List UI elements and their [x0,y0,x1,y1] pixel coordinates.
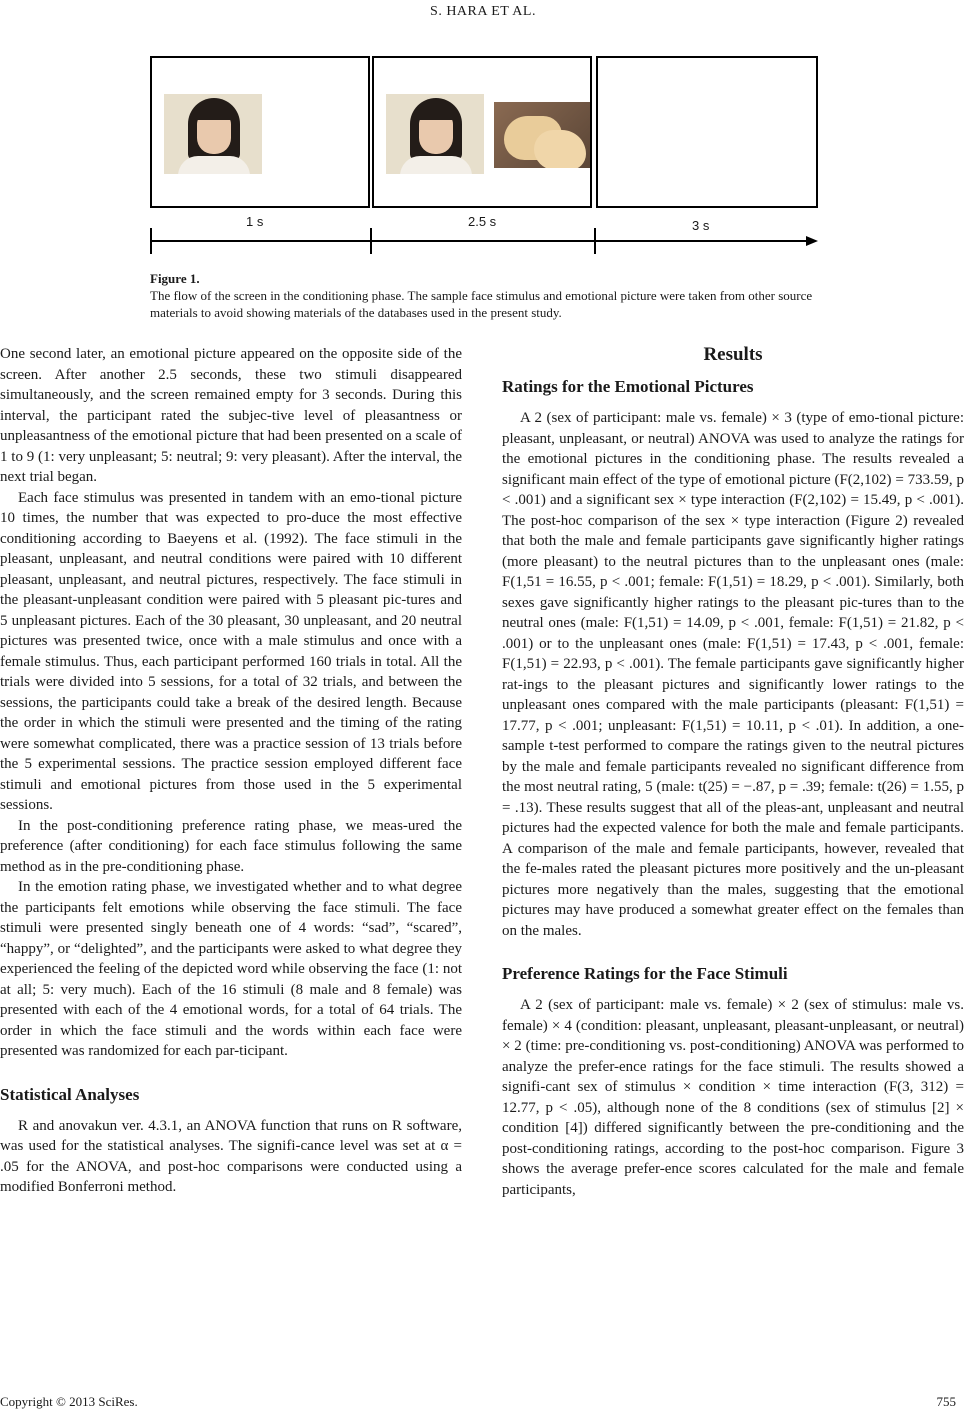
timeline-tick [594,228,596,254]
paragraph: A 2 (sex of participant: male vs. female) × 2 (sex of stimulus: male vs. female) × 4 (condition: pleasant, unpleasant, pleasant-unpleasant, or neutral) × 2 (time: pre-conditioning vs. post-conditioning) ANOVA was performed to analyze the prefer-ence ratings for the face stimuli. The results showed a signifi-cant sex of stimulus × condition × time interaction (F(3, 312) = 12.77, p < .05), although none of the 8 conditions (sex of stimulus [2] × condition [4]) differed significantly between the pre-conditioning and the post-conditioning ratings, according to the post-hoc comparison. Figure 3 shows the average prefer-ence scores calculated for the male and female participants, [502,997,964,1198]
timeline-tick [370,228,372,254]
paragraph: In the emotion rating phase, we investigated whether and to what degree the participants felt emotions while observing the face stimuli. The face stimuli were presented singly beneath one of 4 words: “sad”, “scared”, “happy”, or “delighted”, and the participants were asked to what degree they experienced the feeling of the depicted word while observing the face (1: not at all; 5: very much). Each of the 16 stimuli (8 male and 8 female) was presented with each of the 4 emotional words, for a total of 64 trials. The order in which the face stimuli and the words within each face were presented was randomized for each par-ticipant. [0,879,462,1059]
page-number: 755 [936,1394,956,1409]
section-heading-statistical-analyses: Statistical Analyses [0,1084,140,1104]
timeline-axis [150,240,810,242]
timeline-label-2: 2.5 s [468,214,497,229]
figure-1 [150,56,820,256]
figure-caption [150,270,830,321]
timeline-arrowhead [806,236,818,246]
timeline-tick [150,228,152,254]
timeline-label-3: 3 s [692,218,710,233]
subsection-heading-ratings: Ratings for the Emotional Pictures [502,377,754,396]
emotional-picture-image [494,102,590,168]
screen-panel-empty [596,56,818,208]
screen-panel-face-and-picture [372,56,592,208]
paragraph: In the post-conditioning preference rating phase, we meas-ured the preference (after conditioning) for each face stimulus following the same method as in the pre-conditioning phase. [0,817,462,875]
figure-caption-text: The flow of the screen in the conditioning phase. The sample face stimulus and emotional picture were taken from other source materials to avoid showing materials of the databases used in the present study. [150,288,813,320]
face-stimulus-image [386,94,484,174]
timeline-label-1: 1 s [246,214,264,229]
left-column [0,344,462,1198]
running-head: S. HARA ET AL. [430,4,536,19]
subsection-heading-preference: Preference Ratings for the Face Stimuli [502,964,788,983]
paragraph: One second later, an emotional picture appeared on the opposite side of the screen. After another 2.5 seconds, these two stimuli disappeared simultaneously, and the screen remained empty for 3 seconds. During this interval, the participant rated the subjec-tive level of pleasantness or unpleasantness of the emotional picture that had been presented on a scale of 1 to 9 (1: very unpleasant; 5: neutral; 9: very pleasant). After the interval, the next trial began. [0,346,462,485]
right-column [502,344,964,1200]
paragraph: A 2 (sex of participant: male vs. female) × 3 (type of emo-tional picture: pleasant, unpleasant, or neutral) ANOVA was used to analyze the ratings for the emotional pictures in the conditioning phase. The results revealed a significant main effect of the type of emotional picture (F(2,102) = 733.59, p < .001) and a significant sex × type interaction (F(2,102) = 15.49, p < .001). The post-hoc comparison of the sex × type interaction (Figure 2) revealed that both the male and female participants gave significantly higher ratings (more pleasant) to the neutral pictures than to the unpleasant ones (male: F(1,51 = 16.55, p < .001; female: F(1,51) = 18.29, p < .001). Similarly, both sexes gave significantly higher ratings to the pleasant pic-tures than to the neutral ones (male: F(1,51) = 14.09, p < .001, female: F(1,51) = 21.82, p < .001) or to the unpleasant ones (male: F(1,51) = 17.43, p < .001, female: F(1,51) = 22.93, p < .001). The female participants gave significantly higher rat-ings to the pleasant pictures and significantly lower ratings to the unpleasant ones compared with the male participants (pleasant: F(1,51) = 17.77, p < .001; unpleasant: F(1,51) = 10.11, p < .01). In addition, a one-sample t-test performed to compare the ratings given to the neutral pictures by the male and female participants revealed no significant difference from the most neutral rating, 5 (male: t(25) = −.87, p = .39; female: t(26) = 1.55, p = .13). These results suggest that all of the pleas-ant, unpleasant and neutral pictures had the expected valence for both the male and female participants. A comparison of the male and female participants, however, revealed that the fe-males rated the pleasant pictures more positively and the un-pleasant pictures more negatively than the males, suggesting that the emotional pictures may have produced a somewhat greater effect on the females than on the males. [502,410,964,939]
paragraph: Each face stimulus was presented in tandem with an emo-tional picture 10 times, the number that was expected to pro-duce the most effective conditioning according to Baeyens et al. (1992). The face stimuli in the pleasant, unpleasant, and neutral conditions were paired with 10 different pleasant, unpleasant, and neutral pictures, respectively. The face stimuli in the pleasant-unpleasant condition were paired with 5 pleasant pic-tures and 5 unpleasant pictures. Each of the 30 pleasant, 30 unpleasant, and 20 neutral pictures was presented twice, once with a male stimulus and once with a female stimulus. Thus, each participant performed 160 trials in total. All the trials were divided into 5 sessions, for a total of 32 trials, and between the sessions, the participants could take a break of the desired length. Because the order in which the stimuli were presented and the timing of the rating were somewhat complicated, there was a practice session of 13 trials before the 5 experimental sessions. The practice session employed different face stimuli and emotional pictures from those used in the 5 experimental sessions. [0,489,462,813]
section-heading-results: Results [703,344,763,365]
screen-panel-face [150,56,370,208]
figure-caption-label: Figure 1. [150,271,200,286]
copyright-notice: Copyright © 2013 SciRes. [0,1394,138,1409]
paragraph: R and anovakun ver. 4.3.1, an ANOVA function that runs on R software, was used for the statistical analyses. The signifi-cance level was set at α = .05 for the ANOVA, and post-hoc comparisons were conducted using a modified Bonferroni method. [0,1117,462,1195]
face-stimulus-image [164,94,262,174]
